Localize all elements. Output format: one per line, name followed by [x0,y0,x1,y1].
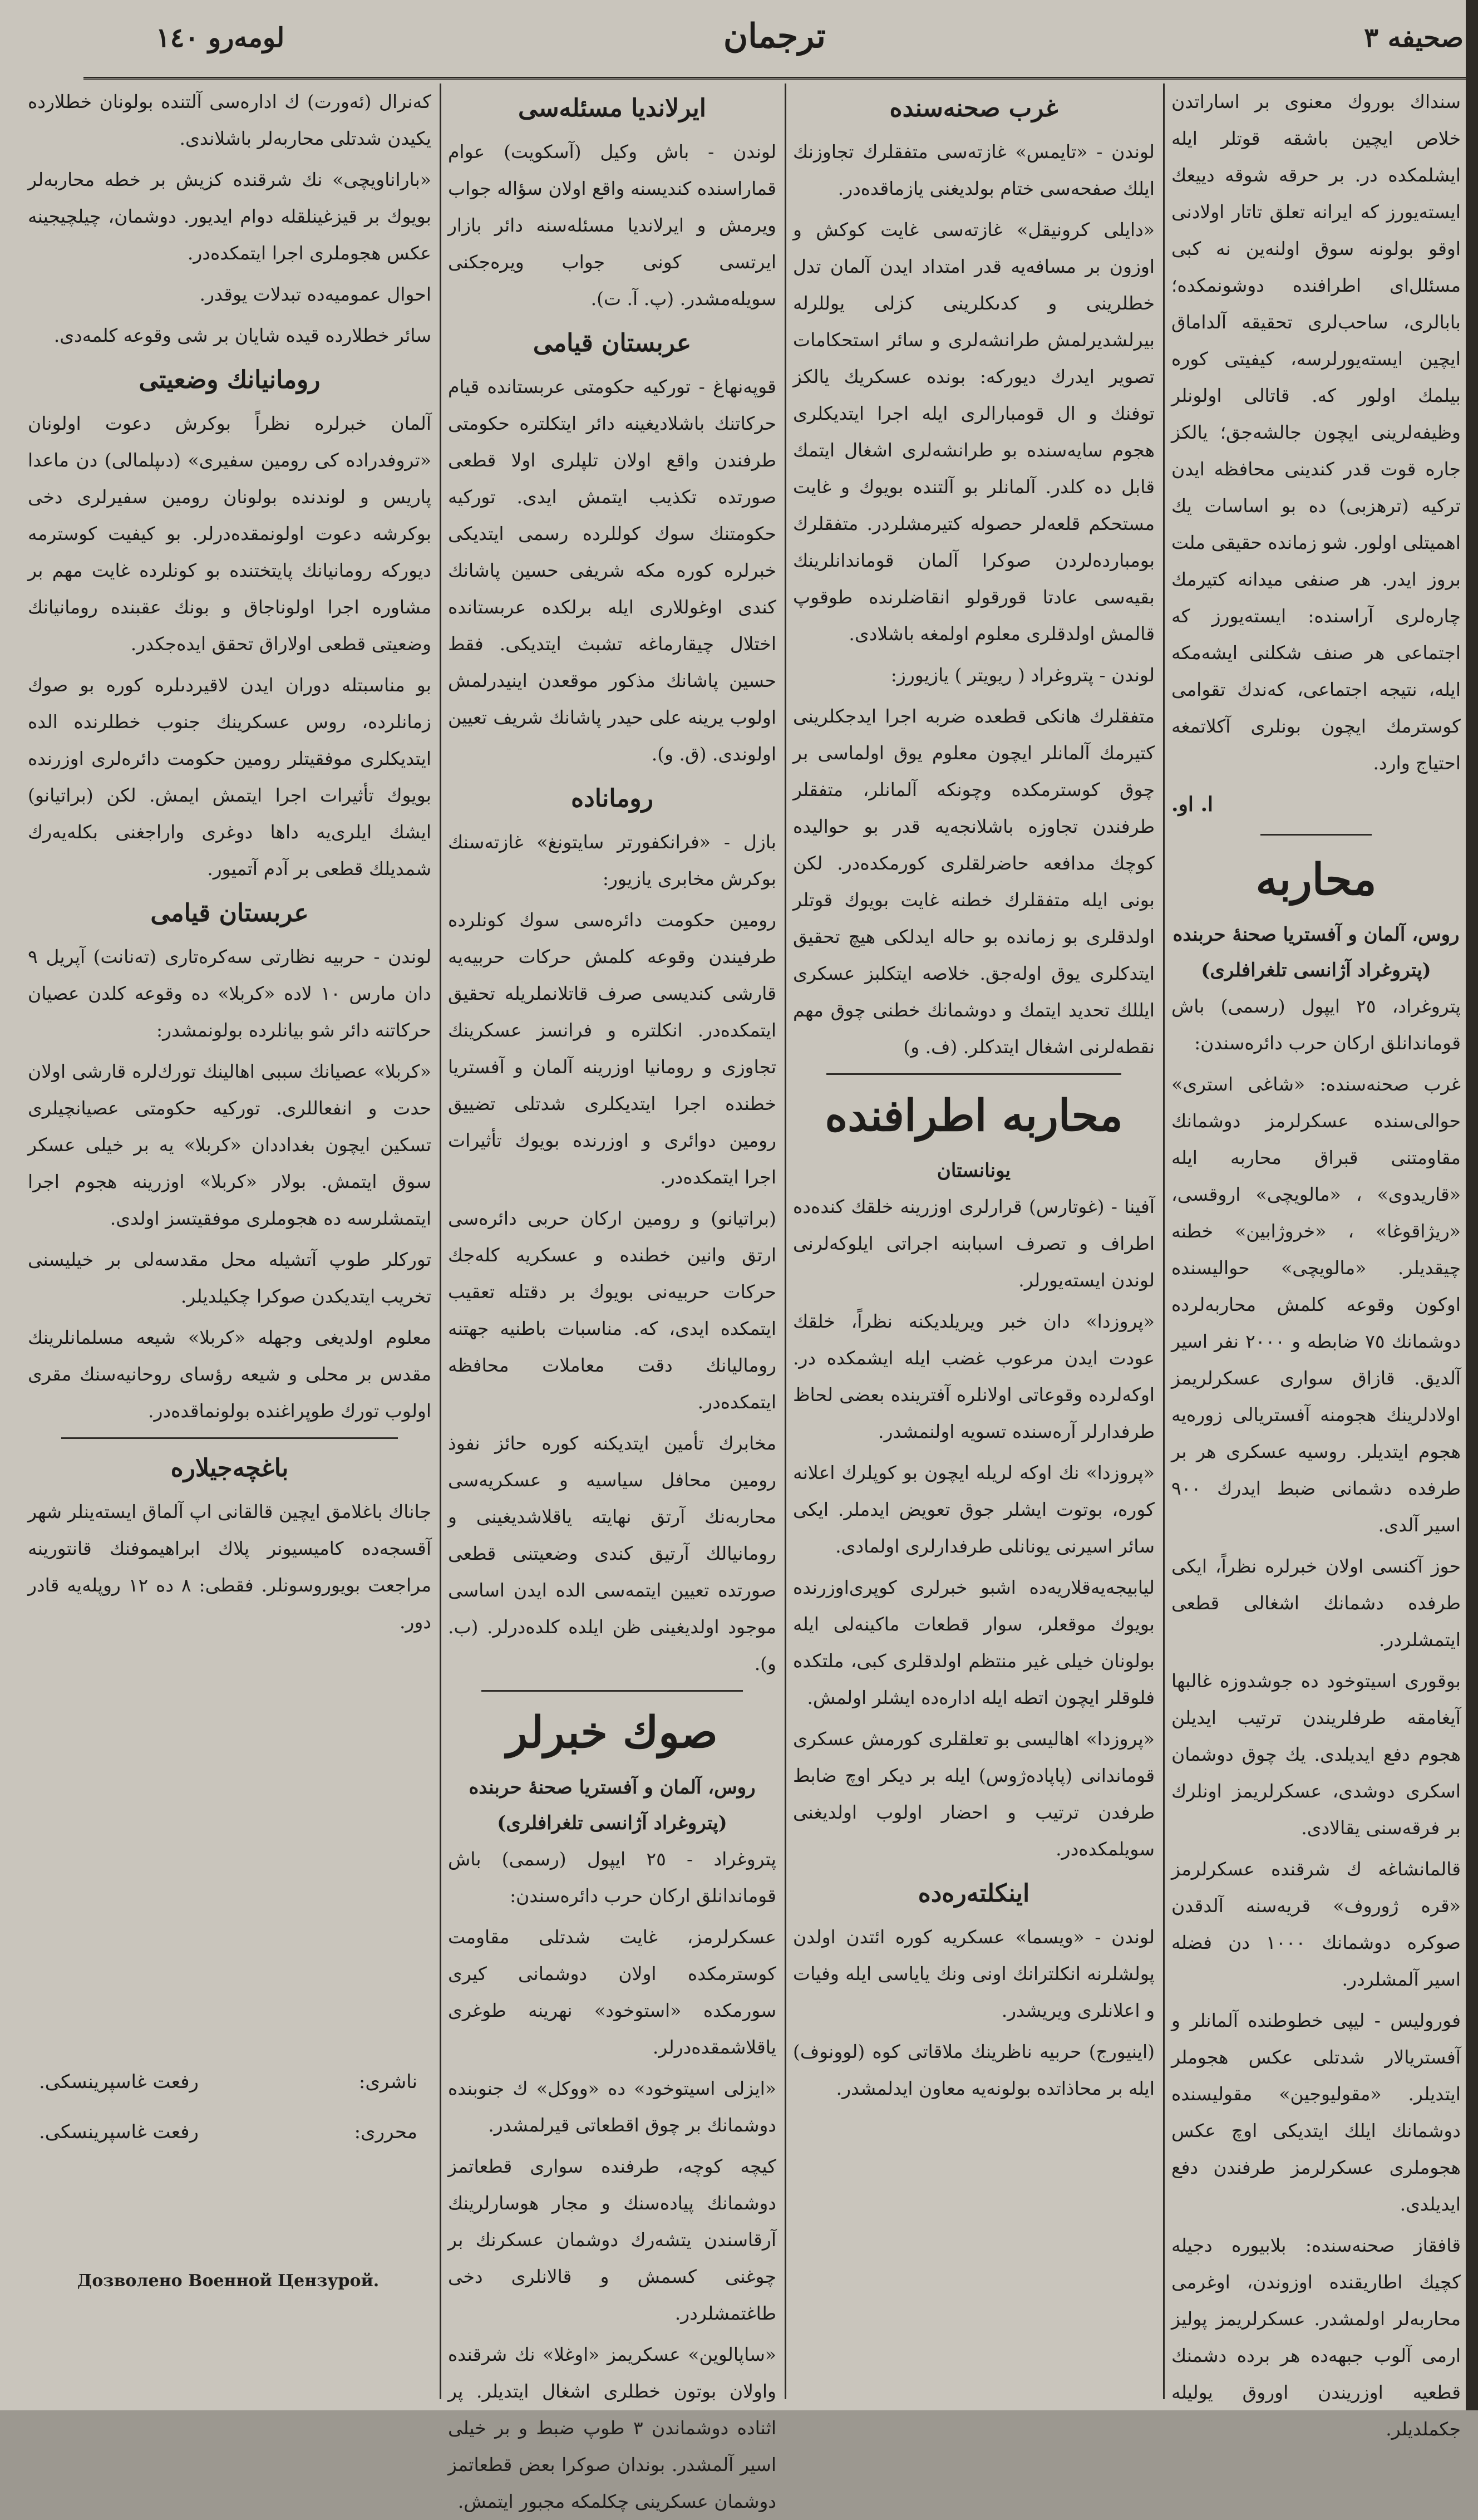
article-paragraph: «دايلى كرونيقل» غازته‌سى غايت كوكش و اوزون بر مسافه‌يه قدر امتداد ايدن آلمان تدل خطلرينى و كدىكلرينى كزلى يوللرله بيرلشديرلمش طرانشه‌لرى و سائر استحكامات تصوير ايدرك ديورکه: بونده عسكريك يالكز توفنك و ال قومبارالرى ايله اجرا ايتديكلرى هجوم سايه‌سنده بو طرانشه‌لرى اشغال ايتمك قابل ده كلدر. آلمانلر بو آلتنده بويوك و غايت مستحكم قلعه‌لر حصوله كتيرمشلردر. متفقلرك بومبارده‌لردن صوكرا آلمان قوماندانلرينك بقيه‌سى عادتا قورقولو انقاضلرنده طوقوپ قالمش اولدقلرى معلوم اولمغه باشلادى. [793,219,1155,645]
section-heading: رومانيانك وضعيتى [139,366,321,394]
article-paragraph: قالمانشاغه ك شرقنده عسكرلرمز «قره ژوروف» قريه‌سنه آلدقدن صوكره دوشمانك ١٠٠٠ دن فضله اسير آلمشلردر. [1171,1858,1461,1990]
article-paragraph: سنداك بوروك معنوى بر اساراتدن خلاص ايچين باشقه قوتلر ايله ايشلمكده در. بر حرقه شوقه دييعك ايسته‌يورز كه ايرانه تعلق تاتار اولادنى اوقو بولونه سوق اولنه‌ين نه كبى مسئلل‌اى اطرافنده دوشونمكده؛ بابالرى، ساحب‌لرى تحقيقه آلداماق ايچين ايسته‌يورلرسه، كيفيتى كوره بيلمك اولور كه. قاتالى اولونلر وظيفه‌لرينى ايچون جالشه‌جق؛ يالكز جاره قوت قدر كندينى محافظه ايدن تركيه (ترهزبى) ده بو اساسات يك اهميتلى اولور. شو زمانده حقيقى ملت بروز ايدر. هر صنفى ميدانه كتيرمك چاره‌لرى آراسنده: ايسته‌يورز كه اجتماعى هر صنف شكلنى ايشه‌مكه ايله، نتيجه اجتماعى، كه‌ندك تقوامى كوسترمك ايچون بونلرى آكلاتمغه احتياج وارد. [1171,91,1461,774]
article-paragraph: رومين حكومت دائره‌سى سوك كونلرده طرفيندن وقوعه كلمش حركات حربيه‌يه قارشى كنديسى صرف قاتلانملريله تحقيق ايتمكده‌در. انكلتره و فرانسز عسكرينك تجاوزى و رومانيا اوزرينه آلمان و آفستريا خطنده اجرا ايتديكلرى شدتلى تضييق رومين دوائرى و اوزرنده بويوك تأثيرات اجرا ايتمكده‌در. [448,909,776,1188]
article-paragraph: «ساپالوين» عسكريمز «اوغلا» نك شرقنده واولان بوتون خطلرى اشغال ايتديلر. پر اثناده دوشماندن ٣ طوپ ضبط و بر خيلى اسير آلمشدر. بوندان صوكرا بعض قطعاتمز دوشمان عسكرينى چكلمكه مجبور ايتمش. [448,2344,776,2512]
section-heading: اينكلته‌ره‌ده [918,1879,1030,1908]
publisher-name: رفعت غاسپرينسكى. [39,2071,199,2093]
article-paragraph: «پروزدا» اهاليسى بو تعلقلرى كورمش عسكرى قوماندانى (پاپاده‌ژوس) ايله بر ديكر اوچ ضابط طرفدن ترتيب و احضار اولوب اولديغنى سويلمكده‌در. [793,1728,1155,1860]
article-paragraph: غرب صحنه‌سنده: «شاغى استرى» حوالى‌سنده عسكرلرمز دوشمانك مقاومتنى قبراق محاربه ايله «قاريدوى» ، «مالويچى» اروقسى، «ريژاقوغا» ، «خروژابين» خطنه چيقديلر. «مالويچى» حواليسنده اوكون وقوعه كلمش محاربه‌لرده دوشمانك ٧٥ ضابطه و ٢٠٠٠ نفر اسير آلديق. قازاق سوارى عسكرلريمز اولادلرينك هجومنه آفستريالى زوره‌يه هجوم ايتديلر. روسيه عسكرى هر بر طرفده دشمانى ضبط ايدرك ٩٠٠ اسير آلدى. [1171,1073,1461,1536]
page-number: صحیفه ٣ [1364,22,1464,53]
article-paragraph: بوقورى اسيتوخود ده جوشدوزه غالبها آيغامقه طرفلريندن ترتيب ايديلن هجوم دفع ايديلدى. يك چوق دوشمان اسكرى دوشدى، عسكرلريمز اونلرك بر فرقه‌سنى يقالادى. [1171,1670,1461,1839]
article-paragraph: (براتيانو) و رومين اركان حربى دائره‌سى ارتق وانين خطنده و عسكريه كله‌جك حركات حربيه‌نى بويوك بر دقتله تعقيب ايتمكده ايدى، كه. مناسبات باطنيه جهتنه روماليانك دقت معاملات محافظه ايتمكده‌در. [448,1207,776,1413]
masthead-title: ترجمان [723,17,826,56]
article-paragraph: قافقاز صحنه‌سنده: بلابيوره دجيله كچيك اطاريقنده اوزوندن، اوغرمى محاربه‌لر اولمشدر. عسكرلريمز پوليز ارمى آلوب جبهه‌ده هر برده دشمنك قطعيه اوزريندن اوروق يوليله جكملديلر. [1171,2234,1461,2440]
column-rule [440,83,441,2399]
section-heading: غرب صحنه‌سنده [889,94,1058,122]
section-heading: محاربه اطرافنده [825,1090,1123,1141]
editor-row [39,2115,417,2149]
column-4 [28,83,431,2043]
article-paragraph: «ايزلى اسيتوخود» ده «ووكل» ك جنوبنده دوشمانك بر چوق اقطعاتى قيرلمشدر. [448,2077,776,2136]
publisher-label: ناشرى: [358,2071,417,2093]
article-paragraph: كه‌نرال (ئه‌ورت) ك اداره‌سى آلتنده بولونان خطلارده يكيدن شدتلى محاربه‌لر باشلاندى. [28,91,431,149]
article-paragraph: متفقلرك هانكى قطعده ضربه اجرا ايدجكلرينى كتيرمك آلمانلر ايچون معلوم يوق اولماسى بر چوق كوسترمكده وچونكه آلمانلر، متفقلر طرفندن تجاوزه باشلانجه‌يه قدر بو حواليده كوچك مدافعه حاضرلقلرى كورمكده‌در. لكن بونى ايله متفقلرك خطنه غايت بويوك قوتلر اولدقلرى بو زمانده بو حاله ايدلكى هيچ تحقيق ايتدكلرى يوق اوله‌جق. خلاصه ايتكلبز عسكرى ايللك تحديد ايتمك و دوشمانك خطنى چوق مهم نقطه‌لرنى اشغال ايتدكلر. (ف. و) [793,705,1155,1058]
article-paragraph: لوندن - باش وكيل (آسكويت) عوام قماراسنده كنديسنه واقع اولان سؤاله جواب ويرمش و ايرلانديا مسئله‌سنه دائر بازار ايرتسى كونى جواب ويره‌جكنى سويله‌مشدر. (پ. آ. ت). [448,141,776,310]
divider [61,1437,398,1439]
section-subheading: روس، آلمان و آفستريا صحنهٔ حربنده [469,1776,756,1799]
section-heading: عربستان قيامى [533,329,692,357]
advert-text: جاناك باغلامق ايچين قالقانى اپ آلماق ايسته‌ينلر شهر آقسجه‌ده كاميسيونر پلاك ابراهيموفنك قانتورينه مراجعت بويوروسونلر. فقطى: ٨ ده ١٢ روپلەيه قادر دور. [28,1501,432,1633]
editor-name: رفعت غاسپرينسكى. [39,2121,199,2143]
article-paragraph: (اينيورج) حربيه ناظرينك ملاقاتى كوه (لوونوف) ايله بر محاذاتده بولونه‌يه معاون ايدلمشدر. [793,2041,1155,2099]
page-edge [1466,0,1478,2410]
article-paragraph: «پروزدا» نك اوكه لريله ايچون بو كوپلرك اعلانه كوره، بوتوت ايشلر جوق تعويض ايدملر. ايكى سائر اسيرنى يونانلى طرفدارلرى اولمادى. [793,1462,1155,1557]
article-signature: ا. او. [1171,793,1213,816]
article-paragraph: سائر خطلارده قيده شايان بر شى وقوعه كلمه‌دى. [53,325,431,346]
article-paragraph: بازل - «فرانكفورتر سايتونغ» غازته‌سنك بوكرش مخابرى يازيور: [448,831,776,890]
article-paragraph: «پروزدا» دان خبر ويريلديكنه نظراً، خلقك عودت ايدن مرعوب غضب ايله ايشمكده در. اوكه‌لرده وقوعاتى اولانلره آفترينده بعضى لحاظ طرفدارلر آره‌سنده تسويه اولنمشدر. [793,1310,1155,1442]
article-paragraph: عسكرلرمز، غايت شدتلى مقاومت كوسترمكده اولان دوشمانى كيرى سورمكده «استوخود» نهرينه طوغرى ياقلاشمقده‌درلر. [448,1926,776,2058]
column-rule [785,83,786,2399]
article-paragraph: بو مناسبتله دوران ايدن لاقيردىلره كوره بو صوك زمانلرده، روس عسكرينك جنوب خطلرنده الده ايتديكلرى موفقيتلر رومين حكومت دائره‌لرى اوزرنده بويوك تأثيرات اجرا ايتمش ايمش. لكن (براتيانو) ايشك ايلرى‌يه داها دوغرى واراجغنى بكله‌يه‌رك شمديلك قطعى بر آدم آتميور. [28,674,431,880]
article-paragraph: آلمان خبرلره نظراً بوكرش دعوت اولونان «تروفدراده كى رومين سفيرى» (دىپلمالى) دن ماعدا پاريس و لوندنده بولونان رومين سفيرلرى دخى بوكرشه دعوت اولونمقده‌درلر. بو كيفيت كوسترمه ديوركه رومانيانك پايتختنده بو كونلرده غايت مهم بر مشاوره اجرا اولوناجاق و بونك عقبنده رومانيانك وضعيتى قطعى اولاراق تحقق ايده‌جكدر. [28,412,431,655]
page-header [83,10,1469,80]
article-paragraph: لوندن - «تايمس» غازته‌سى متفقلرك تجاوزنك ايلك صفحه‌سى ختام بولديغنى يازماقده‌در. [793,141,1155,199]
article-paragraph: كيچه كوچه، طرفنده سوارى قطعاتمز دوشمانك پياده‌سنك و مجار هوسارلرينك آرقاسندن يتشه‌رك دوشمان عسكرنك بر چوغنى كسمش و قالانلرى دخى طاغتمشلردر. [448,2155,776,2324]
article-paragraph: حوز آكنسى اولان خبرلره نظراً، ايكى طرفده دشمانك اشغالى قطعى ايتمشلردر. [1171,1555,1461,1650]
article-paragraph: پتروغراد، ٢٥ ايپول (رسمى) باش قوماندانلق ارکان حرب دائره‌سندن: [1171,995,1461,1054]
divider [1260,834,1372,836]
column-2 [793,83,1155,2399]
article-paragraph: فوروليس - ليپى خطوطنده آلمانلر و آفستريالار شدتلى عكس هجوملر ايتديلر. «مقوليوجين» مقوليسنده دوشمانك ايلك ايتديكى اوچ عكس هجوملرى عسكرلرمز طرفندن دفع ايديلدى. [1171,2010,1461,2215]
column-3 [448,83,776,2512]
article-paragraph: پتروغراد - ٢٥ ايپول (رسمى) باش قوماندانلق اركان حرب دائره‌سندن: [448,1848,776,1907]
censor-note: Дозволено Военной Цензурой. [77,2271,380,2291]
section-heading: محاربه [1255,854,1377,905]
imprint [28,2049,428,2165]
article-paragraph: توركلر طوپ آتشيله محل مقدسه‌لى بر خيليسنى تخريب ايتديكدن صوكرا چكيلديلر. [28,1249,431,1307]
section-heading: ايرلانديا مسئله‌سى [518,94,706,122]
article-paragraph: معلوم اولديغى وجهله «كربلا» شيعه مسلمانلرينك مقدس بر محلى و شيعه رؤساى روحانيه‌سنك مقرى اولوب تورك طوپراغنده بولونماقده‌در. [28,1327,431,1422]
divider [826,1073,1121,1075]
publisher-row [39,2065,417,2099]
article-paragraph: لوندن - پتروغراد ( ريويتر ) يازيورز: [890,664,1155,686]
article-paragraph: قوپه‌نهاغ - توركيه حكومتى عربستانده قيام حركاتنك باشلاديغينه دائر ايتكلتره حكومتى طرفندن واقع اولان تلپلرى اولا قطعى صورتده تكذيب ايتمش ايدى. توركيه حكومتنك سوك كوللرده رسمى ايتديكى خبرلره كوره مكه شريفى حسين پاشانك كندى اوغوللارى ايله برلكده عربستانده اختلال چيقارماغه تشبث ايتديكى. فقط حسين پاشانك مذكور موقعدن اينيدرلمش اولوب يرينه على حيدر پاشانك شريف تعيين اولوندى. (ق. و). [448,376,776,765]
article-paragraph: «باراناويچى» نك شرقنده كزيش بر خطه محاربه‌لر بويوك بر قيزغينلقله دوام ايديور. دوشمان، چيلچيجينه عكس هجوملرى اجرا ايتمكده‌در. [28,169,431,264]
section-source: (پتروغراد آژانسى تلغرافلرى) [497,1812,727,1834]
editor-label: محررى: [354,2121,417,2143]
column-1 [1171,83,1461,2440]
advert-heading: باغچه‌جيلاره [170,1454,289,1482]
issue-date: لومه‌رو ١٤٠ [156,22,285,53]
article-paragraph: ليابيجه‌يه‌قلاريه‌ده اشبو خبرلرى كوپرى‌اوزرنده بويوك موقعلر، سوار قطعات ماكينه‌لى ايله بولونان خيلى غير منتظم اولدقلرى كبى، ملتكده فلوقلر ايچون اتطه ايله اداره‌ده ايشلر اولمش. [793,1576,1155,1708]
section-source: (پتروغراد آژانسى تلغرافلرى) [1201,959,1431,981]
article-paragraph: احوال عموميه‌ده تبدلات يوقدر. [199,283,431,305]
section-subheading: روس، آلمان و آفستريا صحنهٔ حربنده [1172,923,1460,946]
divider [481,1690,743,1692]
article-paragraph: مخابرك تأمين ايتديكنه كوره حائز نفوذ رومين محافل سياسيه و عسكريه‌سى محاربه‌نك آرتق نهايته ياقلاشديغينى و رومانيالك آرتيق كندى وضعيتنى قطعى صورتده تعيين ايتمه‌سى الده ايدن اساسى موجود اولديغينى ظن ايلده كلده‌درلر. (ب. و). [448,1432,776,1674]
section-subheading: يونانستان [937,1160,1011,1182]
section-heading: صوك خبرلر [506,1707,718,1758]
article-paragraph: لوندن - «ويسما» عسكريه كوره ائتدن اولدن پولشلرنه انكلترانك اونى ونك ياياسى ايله وفيات و اعلانلرى ويريشدر. [793,1926,1155,2021]
article-paragraph: لوندن - حربيه نظارتى سه‌كره‌تارى (تەنانت) آپريل ٩ دان مارس ١٠ لاده «كربلا» ده وقوعه كلدن عصيان حركاتنه دائر شو بيانلرده بولونمشدر: [28,946,432,1041]
column-rule [1163,83,1165,2399]
article-paragraph: آفينا - (غوتارس) قرارلرى اوزرينه خلقك كنده‌ده اطراف و تصرف اسبابنه اجراتى ايلوكه‌لرنى لوندن ايسته‌يورلر. [793,1196,1155,1291]
section-heading: روماناده [571,784,653,813]
article-paragraph: «كربلا» عصيانك سببى اهالينك تورك‌لره قارشى اولان حدت و انفعاللرى. توركيه حكومتى عصيانچيلرى تسكين ايچون بغداددان «كربلا» يه بر خيلى عسكر سوق ايتمش. بولار «كربلا» اوزرينه هجوم اجرا ايتمشلرسه ده هجوملرى موفقيتسز اولدى. [28,1060,431,1229]
section-heading: عربستان قيامى [150,899,309,927]
